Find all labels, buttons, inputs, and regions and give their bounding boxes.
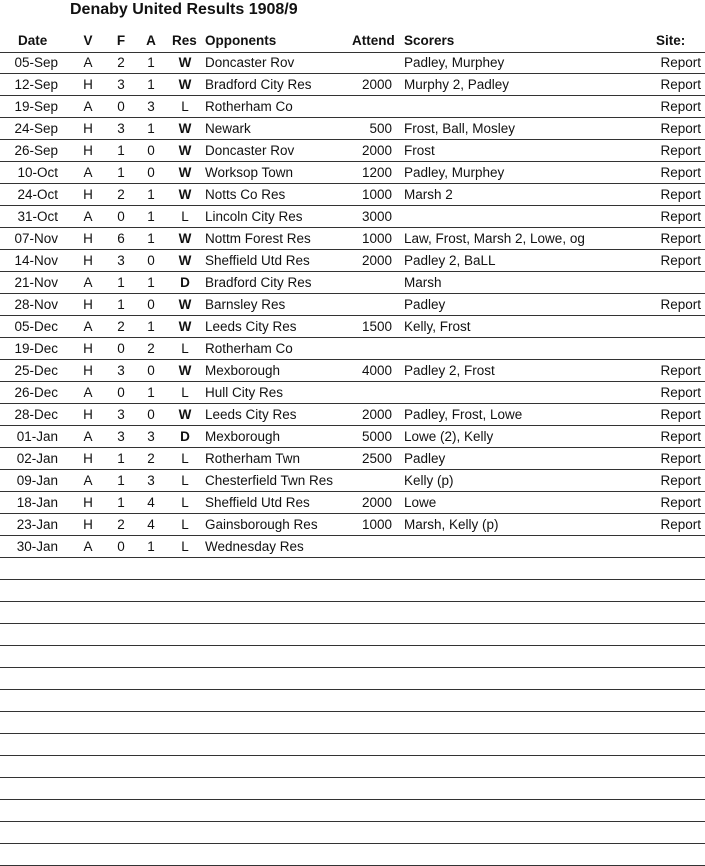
cell-against: 3 bbox=[147, 429, 155, 444]
cell-venue: H bbox=[83, 143, 93, 158]
cell-for: 1 bbox=[117, 143, 125, 158]
table-row bbox=[0, 228, 705, 250]
table-row bbox=[0, 250, 705, 272]
cell-site[interactable]: Report bbox=[660, 77, 701, 92]
cell-site[interactable]: Report bbox=[660, 231, 701, 246]
empty-row bbox=[0, 580, 705, 602]
cell-against: 3 bbox=[147, 473, 155, 488]
cell-against: 1 bbox=[147, 209, 155, 224]
cell-for: 1 bbox=[117, 275, 125, 290]
cell-result: D bbox=[180, 429, 190, 444]
cell-attendance: 2000 bbox=[361, 407, 392, 422]
cell-for: 1 bbox=[117, 165, 125, 180]
header-date: Date bbox=[18, 33, 48, 48]
cell-for: 1 bbox=[117, 297, 125, 312]
cell-date: 12-Sep bbox=[14, 77, 58, 92]
cell-against: 0 bbox=[147, 165, 155, 180]
page-title: Denaby United Results 1908/9 bbox=[70, 1, 298, 18]
cell-site[interactable]: Report bbox=[660, 253, 701, 268]
cell-against: 1 bbox=[147, 275, 155, 290]
cell-result: W bbox=[178, 187, 192, 202]
cell-site[interactable]: Report bbox=[660, 429, 701, 444]
cell-site[interactable]: Report bbox=[660, 495, 701, 510]
cell-opponent: Gainsborough Res bbox=[205, 517, 318, 532]
cell-venue: A bbox=[83, 319, 93, 334]
cell-opponent: Doncaster Rov bbox=[205, 143, 295, 158]
cell-venue: A bbox=[83, 275, 93, 290]
cell-result: L bbox=[181, 341, 189, 356]
cell-result: L bbox=[181, 209, 189, 224]
table-row bbox=[0, 162, 705, 184]
table-row bbox=[0, 492, 705, 514]
cell-attendance: 5000 bbox=[361, 429, 392, 444]
cell-date: 05-Dec bbox=[14, 319, 58, 334]
cell-venue: A bbox=[83, 55, 93, 70]
cell-for: 0 bbox=[117, 99, 125, 114]
cell-result: W bbox=[178, 165, 192, 180]
cell-date: 30-Jan bbox=[16, 539, 58, 554]
cell-attendance: 1200 bbox=[361, 165, 392, 180]
cell-date: 26-Dec bbox=[14, 385, 58, 400]
cell-result: L bbox=[181, 495, 189, 510]
cell-opponent: Nottm Forest Res bbox=[205, 231, 311, 246]
empty-row bbox=[0, 800, 705, 822]
cell-opponent: Mexborough bbox=[205, 363, 281, 378]
cell-date: 26-Sep bbox=[14, 143, 58, 158]
cell-for: 0 bbox=[117, 209, 125, 224]
cell-date: 07-Nov bbox=[14, 231, 58, 246]
cell-against: 1 bbox=[147, 187, 155, 202]
cell-for: 3 bbox=[117, 363, 125, 378]
cell-attendance: 1000 bbox=[361, 517, 392, 532]
cell-scorers: Law, Frost, Marsh 2, Lowe, og bbox=[404, 231, 585, 246]
header-attendance: Attend bbox=[352, 33, 395, 48]
cell-date: 09-Jan bbox=[16, 473, 58, 488]
cell-opponent: Sheffield Utd Res bbox=[205, 495, 310, 510]
cell-against: 1 bbox=[147, 77, 155, 92]
table-row bbox=[0, 272, 705, 294]
cell-against: 0 bbox=[147, 407, 155, 422]
cell-venue: H bbox=[83, 187, 93, 202]
cell-opponent: Hull City Res bbox=[205, 385, 284, 400]
cell-for: 0 bbox=[117, 385, 125, 400]
cell-opponent: Mexborough bbox=[205, 429, 281, 444]
cell-for: 3 bbox=[117, 253, 125, 268]
cell-against: 1 bbox=[147, 539, 155, 554]
cell-opponent: Rotherham Twn bbox=[205, 451, 301, 466]
table-row bbox=[0, 184, 705, 206]
empty-row bbox=[0, 778, 705, 800]
cell-for: 2 bbox=[117, 55, 125, 70]
cell-scorers: Padley 2, BaLL bbox=[404, 253, 496, 268]
cell-scorers: Marsh bbox=[404, 275, 442, 290]
empty-row bbox=[0, 602, 705, 624]
cell-result: L bbox=[181, 451, 189, 466]
cell-scorers: Lowe (2), Kelly bbox=[404, 429, 494, 444]
cell-for: 0 bbox=[117, 341, 125, 356]
table-row bbox=[0, 536, 705, 558]
header-result: Res bbox=[172, 33, 197, 48]
cell-against: 1 bbox=[147, 55, 155, 70]
table-row bbox=[0, 52, 705, 74]
header-venue: V bbox=[83, 33, 93, 48]
cell-site[interactable]: Report bbox=[660, 407, 701, 422]
empty-row bbox=[0, 756, 705, 778]
cell-scorers: Padley, Murphey bbox=[404, 165, 505, 180]
cell-scorers: Padley 2, Frost bbox=[404, 363, 495, 378]
cell-venue: H bbox=[83, 341, 93, 356]
cell-date: 10-Oct bbox=[17, 165, 58, 180]
cell-venue: H bbox=[83, 451, 93, 466]
cell-venue: H bbox=[83, 495, 93, 510]
cell-site[interactable]: Report bbox=[660, 297, 701, 312]
table-row bbox=[0, 514, 705, 536]
cell-for: 1 bbox=[117, 451, 125, 466]
cell-for: 6 bbox=[117, 231, 125, 246]
cell-attendance: 2000 bbox=[361, 253, 392, 268]
cell-against: 0 bbox=[147, 253, 155, 268]
cell-date: 14-Nov bbox=[14, 253, 58, 268]
header-opponents: Opponents bbox=[205, 33, 277, 48]
cell-opponent: Wednesday Res bbox=[205, 539, 304, 554]
cell-result: L bbox=[181, 99, 189, 114]
cell-date: 19-Sep bbox=[14, 99, 58, 114]
table-row bbox=[0, 338, 705, 360]
table-row bbox=[0, 448, 705, 470]
cell-venue: A bbox=[83, 429, 93, 444]
table-row bbox=[0, 74, 705, 96]
cell-venue: H bbox=[83, 297, 93, 312]
cell-attendance: 1500 bbox=[361, 319, 392, 334]
cell-attendance: 2000 bbox=[361, 143, 392, 158]
cell-scorers: Kelly, Frost bbox=[404, 319, 471, 334]
cell-opponent: Bradford City Res bbox=[205, 77, 312, 92]
cell-for: 2 bbox=[117, 517, 125, 532]
cell-date: 23-Jan bbox=[16, 517, 58, 532]
cell-site[interactable]: Report bbox=[660, 187, 701, 202]
cell-result: W bbox=[178, 121, 192, 136]
cell-against: 1 bbox=[147, 231, 155, 246]
cell-venue: A bbox=[83, 209, 93, 224]
empty-row bbox=[0, 844, 705, 866]
cell-for: 3 bbox=[117, 429, 125, 444]
cell-for: 0 bbox=[117, 539, 125, 554]
cell-scorers: Marsh 2 bbox=[404, 187, 453, 202]
cell-scorers: Marsh, Kelly (p) bbox=[404, 517, 499, 532]
cell-against: 0 bbox=[147, 143, 155, 158]
cell-result: W bbox=[178, 231, 192, 246]
empty-row bbox=[0, 712, 705, 734]
cell-opponent: Newark bbox=[205, 121, 251, 136]
table-row bbox=[0, 426, 705, 448]
empty-row bbox=[0, 558, 705, 580]
cell-attendance: 1000 bbox=[361, 231, 392, 246]
cell-scorers: Murphy 2, Padley bbox=[404, 77, 510, 92]
cell-venue: H bbox=[83, 231, 93, 246]
cell-venue: H bbox=[83, 407, 93, 422]
cell-site[interactable]: Report bbox=[660, 209, 701, 224]
cell-scorers: Frost, Ball, Mosley bbox=[404, 121, 516, 136]
cell-venue: A bbox=[83, 385, 93, 400]
cell-against: 3 bbox=[147, 99, 155, 114]
table-row bbox=[0, 404, 705, 426]
cell-site[interactable]: Report bbox=[660, 165, 701, 180]
cell-result: D bbox=[180, 275, 190, 290]
header-scorers: Scorers bbox=[404, 33, 455, 48]
cell-for: 1 bbox=[117, 473, 125, 488]
cell-opponent: Rotherham Co bbox=[205, 341, 293, 356]
cell-against: 1 bbox=[147, 121, 155, 136]
cell-date: 05-Sep bbox=[14, 55, 58, 70]
cell-result: W bbox=[178, 253, 192, 268]
cell-opponent: Chesterfield Twn Res bbox=[205, 473, 334, 488]
cell-opponent: Leeds City Res bbox=[205, 319, 297, 334]
cell-result: W bbox=[178, 77, 192, 92]
cell-date: 24-Oct bbox=[17, 187, 58, 202]
cell-date: 21-Nov bbox=[14, 275, 58, 290]
cell-date: 19-Dec bbox=[14, 341, 58, 356]
cell-against: 4 bbox=[147, 517, 155, 532]
cell-date: 25-Dec bbox=[14, 363, 58, 378]
cell-venue: H bbox=[83, 253, 93, 268]
cell-venue: H bbox=[83, 77, 93, 92]
cell-result: L bbox=[181, 473, 189, 488]
cell-scorers: Padley bbox=[404, 451, 446, 466]
cell-site[interactable]: Report bbox=[660, 385, 701, 400]
results-table bbox=[0, 52, 705, 866]
cell-for: 3 bbox=[117, 121, 125, 136]
empty-row bbox=[0, 668, 705, 690]
cell-date: 18-Jan bbox=[16, 495, 58, 510]
cell-opponent: Lincoln City Res bbox=[205, 209, 303, 224]
cell-venue: A bbox=[83, 473, 93, 488]
cell-for: 1 bbox=[117, 495, 125, 510]
cell-result: L bbox=[181, 385, 189, 400]
cell-venue: H bbox=[83, 121, 93, 136]
cell-against: 1 bbox=[147, 385, 155, 400]
cell-for: 2 bbox=[117, 187, 125, 202]
cell-attendance: 1000 bbox=[361, 187, 392, 202]
cell-result: W bbox=[178, 297, 192, 312]
cell-date: 28-Nov bbox=[14, 297, 58, 312]
cell-date: 28-Dec bbox=[14, 407, 58, 422]
cell-for: 2 bbox=[117, 319, 125, 334]
cell-site[interactable]: Report bbox=[660, 99, 701, 114]
table-row bbox=[0, 96, 705, 118]
cell-attendance: 3000 bbox=[361, 209, 392, 224]
cell-date: 31-Oct bbox=[17, 209, 58, 224]
cell-site[interactable]: Report bbox=[660, 55, 701, 70]
table-row bbox=[0, 360, 705, 382]
cell-scorers: Frost bbox=[404, 143, 435, 158]
empty-row bbox=[0, 646, 705, 668]
header-against: A bbox=[146, 33, 156, 48]
table-header bbox=[0, 31, 705, 53]
cell-venue: A bbox=[83, 165, 93, 180]
cell-for: 3 bbox=[117, 407, 125, 422]
cell-result: L bbox=[181, 517, 189, 532]
cell-attendance: 2000 bbox=[361, 77, 392, 92]
table-row bbox=[0, 316, 705, 338]
header-site: Site: bbox=[656, 33, 686, 48]
cell-result: W bbox=[178, 55, 192, 70]
empty-row bbox=[0, 690, 705, 712]
cell-opponent: Worksop Town bbox=[205, 165, 294, 180]
empty-row bbox=[0, 624, 705, 646]
cell-against: 0 bbox=[147, 363, 155, 378]
cell-site[interactable]: Report bbox=[660, 121, 701, 136]
cell-opponent: Leeds City Res bbox=[205, 407, 297, 422]
cell-against: 1 bbox=[147, 319, 155, 334]
cell-site[interactable]: Report bbox=[660, 451, 701, 466]
cell-date: 02-Jan bbox=[16, 451, 58, 466]
cell-site[interactable]: Report bbox=[660, 143, 701, 158]
cell-result: W bbox=[178, 143, 192, 158]
table-row bbox=[0, 118, 705, 140]
cell-for: 3 bbox=[117, 77, 125, 92]
empty-row bbox=[0, 734, 705, 756]
cell-opponent: Doncaster Rov bbox=[205, 55, 295, 70]
cell-opponent: Rotherham Co bbox=[205, 99, 293, 114]
cell-opponent: Notts Co Res bbox=[205, 187, 286, 202]
cell-venue: H bbox=[83, 517, 93, 532]
cell-scorers: Padley, Frost, Lowe bbox=[404, 407, 523, 422]
cell-scorers: Lowe bbox=[404, 495, 437, 510]
cell-site[interactable]: Report bbox=[660, 363, 701, 378]
cell-venue: A bbox=[83, 99, 93, 114]
table-row bbox=[0, 470, 705, 492]
cell-attendance: 2500 bbox=[361, 451, 392, 466]
cell-date: 01-Jan bbox=[16, 429, 58, 444]
cell-date: 24-Sep bbox=[14, 121, 58, 136]
cell-against: 4 bbox=[147, 495, 155, 510]
cell-scorers: Padley bbox=[404, 297, 446, 312]
cell-attendance: 500 bbox=[369, 121, 392, 136]
cell-result: W bbox=[178, 407, 192, 422]
cell-against: 2 bbox=[147, 341, 155, 356]
table-row bbox=[0, 206, 705, 228]
cell-venue: A bbox=[83, 539, 93, 554]
cell-opponent: Bradford City Res bbox=[205, 275, 312, 290]
cell-against: 0 bbox=[147, 297, 155, 312]
cell-result: L bbox=[181, 539, 189, 554]
empty-row bbox=[0, 822, 705, 844]
cell-opponent: Sheffield Utd Res bbox=[205, 253, 310, 268]
cell-site[interactable]: Report bbox=[660, 517, 701, 532]
cell-attendance: 4000 bbox=[361, 363, 392, 378]
cell-venue: H bbox=[83, 363, 93, 378]
table-row bbox=[0, 294, 705, 316]
cell-result: W bbox=[178, 319, 192, 334]
cell-site[interactable]: Report bbox=[660, 473, 701, 488]
cell-attendance: 2000 bbox=[361, 495, 392, 510]
table-row bbox=[0, 382, 705, 404]
header-for: F bbox=[116, 33, 126, 48]
cell-scorers: Padley, Murphey bbox=[404, 55, 505, 70]
cell-result: W bbox=[178, 363, 192, 378]
cell-scorers: Kelly (p) bbox=[404, 473, 454, 488]
cell-opponent: Barnsley Res bbox=[205, 297, 286, 312]
cell-against: 2 bbox=[147, 451, 155, 466]
table-row bbox=[0, 140, 705, 162]
